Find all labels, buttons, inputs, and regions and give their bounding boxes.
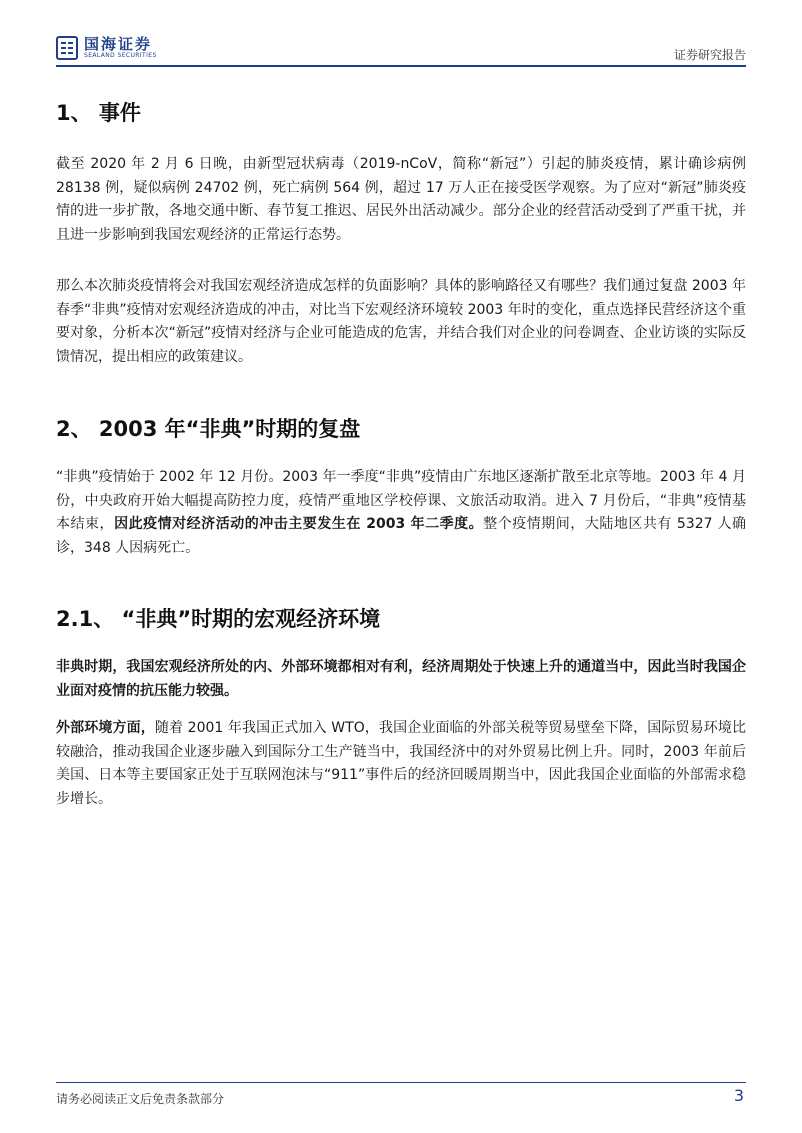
section-2-paragraph-1: [56, 466, 746, 560]
logo-chinese-name: 国海证券: [84, 35, 153, 53]
s21-p1-bold-text: 非典时期，我国宏观经济所处的内、外部环境都相对有利，经济周期处于快速上升的通道当中，因此当时我国企业面对疫情的抗压能力较强。: [56, 659, 746, 699]
section-2-1-paragraph-2: [56, 717, 746, 811]
header-divider: [56, 65, 746, 67]
footer-disclaimer: 请务必阅读正文后免责条款部分: [56, 1092, 225, 1106]
s2-p1-bold-text: 因此疫情对经济活动的冲击主要发生在 2003 年二季度。: [114, 516, 484, 532]
section-1-heading: 1、 事件: [56, 101, 141, 125]
s21-p2-bold-lead: 外部环境方面，: [56, 720, 155, 736]
section-1-paragraph-2: 那么本次肺炎疫情将会对我国宏观经济造成怎样的负面影响？具体的影响路径又有哪些？我们通过复盘 2003 年春季“非典”疫情对宏观经济造成的冲击，对比当下宏观经济环境较 2003 年时的变化，重点选择民营经济这个重要对象，分析本次“新冠”疫情对经济与企业可能造成的危害，并结合我们对企业的问卷调查、企业访谈的实际反馈情况，提出相应的政策建议。: [56, 278, 746, 365]
logo-english-name: SEALAND SECURITIES: [84, 52, 157, 59]
s2-p1-text-a: “非典”疫情始于 2002 年 12 月份。2003 年一季度“非典”疫情由广东地区逐渐扩散至北京等地。2003 年 4 月份，中央政府开始大幅提高防控力度，疫情严重地区学校停课、文旅活动取消。进入 7 月份后，“非典”疫情基本结束，: [56, 469, 746, 532]
section-2-1-paragraph-1: [56, 656, 746, 703]
company-logo: [56, 36, 157, 60]
s21-p2-text: 随着 2001 年我国正式加入 WTO，我国企业面临的外部关税等贸易壁垒下降，国际贸易环境比较融洽，推动我国企业逐步融入到国际分工生产链当中，我国经济中的对外贸易比例上升。同时，2003 年前后美国、日本等主要国家正处于互联网泡沫与“911”事件后的经济回暖周期当中，因此我国企业面临的外部需求稳步增长。: [56, 720, 746, 807]
page-number: 3: [733, 1086, 744, 1105]
sealand-logo-icon: [56, 36, 78, 60]
footer-divider: [56, 1082, 746, 1083]
report-type-label: 证券研究报告: [673, 48, 746, 62]
section-2-1-heading: 2.1、 “非典”时期的宏观经济环境: [56, 607, 381, 631]
s2-p1-text-c: 整个疫情期间，大陆地区共有 5327 人确诊，348 人因病死亡。: [56, 516, 747, 556]
section-1-paragraph-1: 截至 2020 年 2 月 6 日晚，由新型冠状病毒（2019-nCoV，简称“新冠”）引起的肺炎疫情，累计确诊病例 28138 例，疑似病例 24702 例，死亡病例 564 例，超过 17 万人正在接受医学观察。为了应对“新冠”肺炎疫情的进一步扩散，各地交通中断、春节复工推迟、居民外出活动减少。部分企业的经营活动受到了严重干扰，并且进一步影响到我国宏观经济的正常运行态势。: [56, 156, 746, 243]
page-header: [0, 0, 802, 70]
section-2-heading: 2、 2003 年“非典”时期的复盘: [56, 417, 361, 441]
